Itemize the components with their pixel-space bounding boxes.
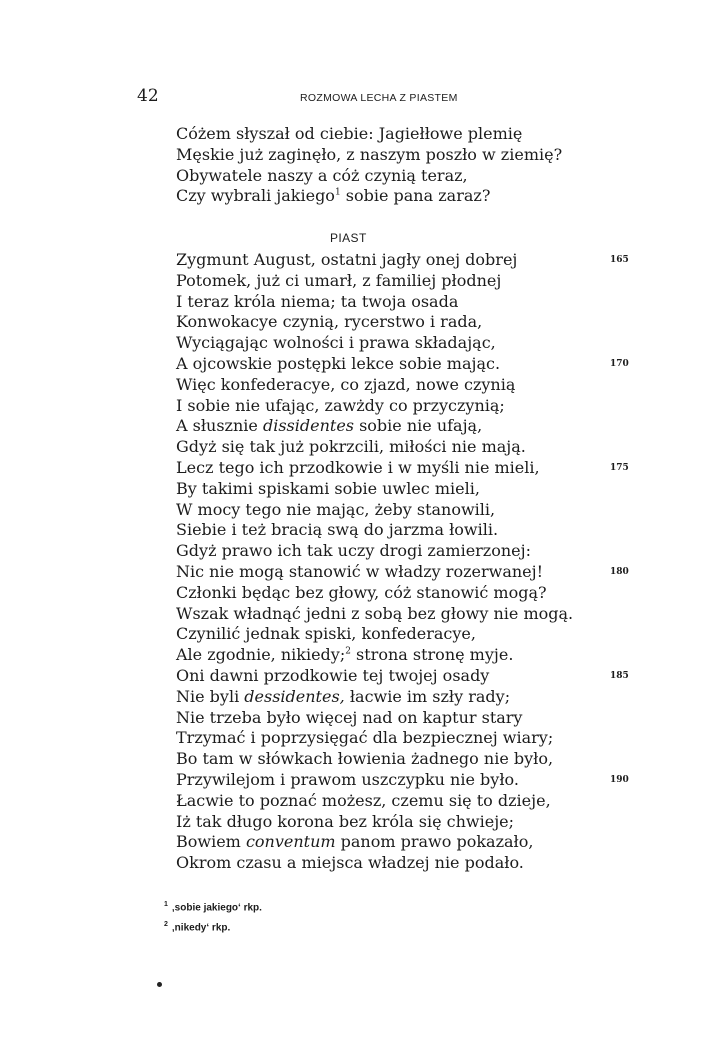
verse-text: I teraz króla niema; ta twoja osada (176, 291, 459, 311)
verse-line (176, 832, 596, 853)
verse-line (176, 583, 596, 604)
verse-text-end: sobie nie ufają, (354, 416, 483, 436)
verse-line (176, 749, 596, 770)
verse-text-start: A słusznie (176, 416, 263, 436)
verse-line (176, 292, 596, 313)
verse-text: Bo tam w słówkach łowienia żadnego nie było, (176, 749, 554, 769)
verse-text-end: sobie pana zaraz? (340, 186, 491, 206)
footnote-mark: 1 (164, 901, 168, 908)
verse-line (176, 437, 596, 458)
verse-text-end: łacwie im szły rady; (344, 686, 511, 706)
main-verse-block (176, 250, 629, 874)
verse-text: Przywilejom i prawom uszczypku nie było. (176, 769, 519, 789)
page-number: 42 (137, 86, 159, 106)
verse-text: W mocy tego nie mając, żeby stanowili, (176, 499, 496, 519)
verse-line (176, 457, 629, 479)
line-number: 165 (610, 255, 629, 265)
verse-line (176, 333, 596, 354)
verse-line (176, 561, 629, 583)
verse-line (176, 186, 596, 207)
verse-line (176, 124, 596, 145)
verse-line (176, 500, 596, 521)
footnote-ref: 1 (334, 188, 341, 199)
footnote-ref: 2 (345, 646, 351, 657)
verse-line (176, 312, 596, 333)
verse-line (176, 708, 596, 729)
verse-text: By takimi spiskami sobie uwlec mieli, (176, 478, 480, 498)
verse-line (176, 728, 596, 749)
verse-line (176, 353, 629, 375)
line-number: 185 (610, 670, 629, 681)
verse-text: Członki będąc bez głowy, cóż stanowić mogą? (176, 582, 547, 602)
footnote (164, 916, 262, 936)
verse-line (176, 396, 596, 417)
verse-line (176, 479, 596, 500)
verse-line (176, 520, 596, 541)
verse-italic-term: conventum (245, 832, 336, 852)
verse-text: Czynilić jednak spiski, konfederacye, (176, 624, 476, 644)
verse-italic-term: dessidentes, (244, 686, 345, 706)
verse-line (176, 853, 596, 874)
verse-text: Wyciągając wolności i prawa składając, (176, 333, 496, 353)
verse-text: Więc konfederacye, co zjazd, nowe czynią (176, 374, 516, 394)
verse-line (176, 541, 596, 562)
line-number: 190 (610, 774, 629, 785)
verse-line (176, 375, 596, 396)
verse-text: A ojcowskie postępki lekce sobie mając. (176, 353, 501, 373)
verse-text: Nic nie mogą stanowić w władzy rozerwanej! (176, 561, 544, 581)
footnotes (164, 896, 262, 937)
verse-text-end: strona stronę myje. (350, 645, 514, 665)
verse-text-start: Nie byli (176, 686, 245, 706)
verse-text: Męskie już zaginęło, z naszym poszło w ziemię? (176, 144, 563, 164)
verse-line (176, 812, 596, 833)
verse-line (176, 604, 596, 625)
verse-text: Konwokacye czynią, rycerstwo i rada, (176, 312, 483, 332)
verse-line (176, 250, 629, 271)
verse-text: Oni dawni przodkowie tej twojej osady (176, 665, 490, 685)
intro-verse-block (176, 124, 596, 207)
verse-text-start: Ale zgodnie, nikiedy; (176, 645, 346, 665)
footnote-mark: 2 (164, 921, 168, 929)
line-number: 180 (610, 566, 629, 577)
verse-line (176, 687, 596, 708)
verse-line (176, 624, 596, 645)
verse-text-start: Bowiem (176, 832, 246, 852)
verse-text: Nie trzeba było więcej nad on kaptur stary (176, 707, 523, 727)
verse-text: Lecz tego ich przodkowie i w myśli nie mieli, (176, 457, 540, 477)
verse-text-end: panom prawo pokazało, (335, 832, 534, 852)
verse-line (176, 645, 596, 666)
verse-text: I sobie nie ufając, zawżdy co przyczynią; (176, 395, 505, 415)
verse-text: Trzymać i poprzysięgać dla bezpiecznej wiary; (176, 728, 554, 748)
verse-line (176, 769, 629, 791)
verse-text: Iż tak długo korona bez króla się chwieje; (176, 811, 515, 831)
verse-text: Okrom czasu a miejsca władzej nie podało. (176, 853, 524, 873)
verse-text: Siebie i też bracią swą do jarzma łowili. (176, 520, 499, 540)
verse-line (176, 271, 596, 292)
line-number: 175 (610, 462, 629, 473)
verse-text-start: Czy wybrali jakiego (176, 186, 335, 206)
verse-line (176, 166, 596, 187)
verse-text: Cóżem słyszał od ciebie: Jagiełłowe plemię (176, 124, 523, 143)
verse-line (176, 665, 629, 687)
verse-text: Wszak władnąć jedni z sobą bez głowy nie mogą. (176, 603, 574, 623)
footnote-text: ‚sobie jakiego‘ rkp. (171, 902, 262, 914)
page-dot (157, 982, 162, 987)
verse-text: Gdyż się tak już pokrzcili, miłości nie mają. (176, 437, 526, 457)
footnote (164, 896, 262, 916)
footnote-text: ‚nikedy‘ rkp. (171, 922, 231, 934)
verse-text: Gdyż prawo ich tak uczy drogi zamierzonej: (176, 541, 531, 561)
verse-line (176, 145, 596, 166)
running-title: ROZMOWA LECHA Z PIASTEM (300, 92, 458, 104)
verse-italic-term: dissidentes (262, 416, 354, 436)
verse-text: Łacwie to poznać możesz, czemu się to dzieje, (176, 790, 551, 810)
verse-line (176, 416, 596, 437)
speaker-heading: PIAST (330, 231, 367, 245)
verse-text: Zygmunt August, ostatni jagły onej dobrej (176, 250, 518, 269)
verse-line (176, 791, 596, 812)
line-number: 170 (610, 358, 629, 369)
verse-text: Obywatele naszy a cóż czynią teraz, (176, 165, 468, 185)
verse-text: Potomek, już ci umarł, z familiej płodnej (176, 270, 502, 290)
